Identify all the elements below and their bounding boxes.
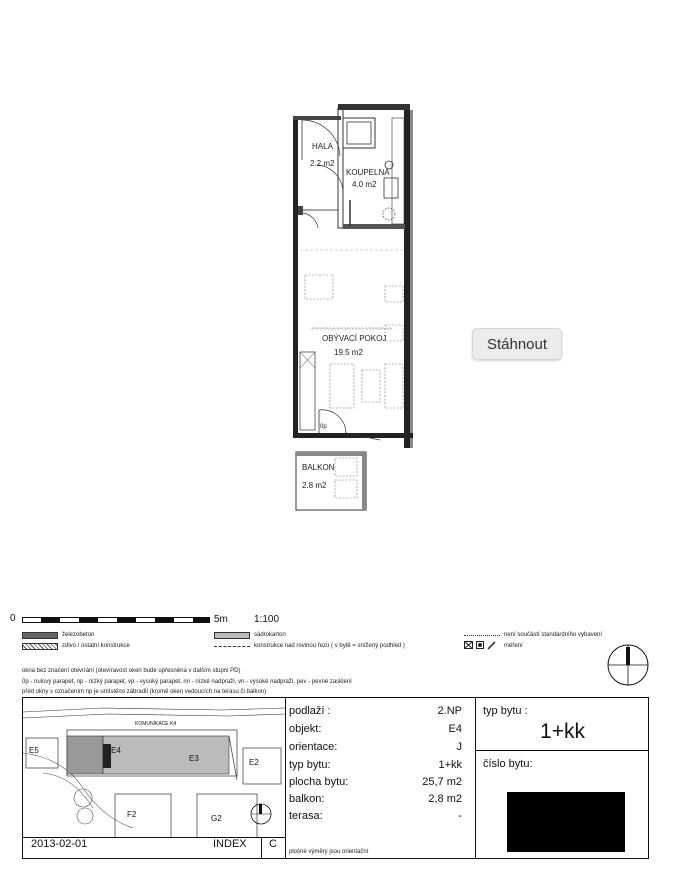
site-e3: E3 bbox=[189, 754, 199, 763]
bathroom-counter bbox=[392, 118, 404, 224]
shower-tray bbox=[343, 118, 375, 148]
site-map bbox=[23, 698, 285, 838]
detail-value-typ: 1+kk bbox=[438, 759, 462, 771]
bathroom-wall-left bbox=[338, 108, 343, 228]
note-1: okna bez značení otevírání (otevíravost oken bude upřesněna v dalším stupni PD) bbox=[22, 668, 241, 674]
detail-value-podlazi: 2.NP bbox=[437, 705, 462, 717]
room-name-hala: HALA bbox=[312, 142, 333, 151]
room-area-balkon: 2.8 m2 bbox=[302, 481, 327, 490]
legend-neni-soucasti: není součástí standardního vybavení bbox=[504, 632, 603, 638]
room-area-obyvaci: 19.5 m2 bbox=[334, 348, 363, 357]
site-e2: E2 bbox=[249, 758, 259, 767]
note-3: před okny s označením np je umístěno zábradlí (kromě oken vedoucích na terasu či balkon) bbox=[22, 689, 267, 695]
room-area-koupelna: 4.0 m2 bbox=[352, 180, 377, 189]
detail-label-objekt: objekt: bbox=[289, 723, 322, 735]
note-2: 0p - nulový parapet, np - nízký parapet, vp - vysoký parapet, nn - nízké nadpraží, vn - vysoké nadpraží, pev - pevné zasklení bbox=[22, 679, 352, 685]
type-box-value: 1+kk bbox=[540, 720, 585, 743]
parapet-mark: 0p bbox=[320, 424, 327, 430]
detail-value-orientace: J bbox=[456, 741, 462, 753]
type-box-label: typ bytu : bbox=[483, 705, 528, 717]
room-name-koupelna: KOUPELNA bbox=[346, 168, 390, 177]
legend-zdivo: zdivo / ostatní konstrukce bbox=[62, 643, 130, 649]
sheet-date: 2013-02-01 bbox=[31, 838, 88, 850]
room-area-hala: 2.2 m2 bbox=[310, 159, 335, 168]
legend-sadrokarton: sádrokarton bbox=[254, 632, 286, 638]
site-e4: E4 bbox=[111, 746, 121, 755]
bath-door-swing bbox=[318, 165, 343, 193]
number-box-label: číslo bytu: bbox=[483, 758, 533, 770]
wall-top-right bbox=[338, 104, 410, 110]
legend-zelezobeton: železobeton bbox=[62, 632, 95, 638]
detail-label-terasa: terasa: bbox=[289, 810, 323, 822]
detail-label-orientace: orientace: bbox=[289, 741, 338, 753]
detail-label-podlazi: podlaží : bbox=[289, 705, 331, 717]
wall-right-outer bbox=[410, 110, 413, 448]
title-block bbox=[22, 697, 649, 859]
north-arrow-icon bbox=[606, 643, 650, 687]
wall-right bbox=[404, 110, 410, 448]
sheet-index-label: INDEX bbox=[213, 838, 247, 850]
scale-ratio: 1:100 bbox=[254, 614, 280, 625]
legend-konstrukce-nad: konstrukce nad rovinou řezu ( v bytě = snížený podhled ) bbox=[254, 643, 405, 649]
detail-label-plocha: plocha bytu: bbox=[289, 776, 349, 788]
bathroom-wall-bottom bbox=[343, 224, 405, 229]
kitchen-counter bbox=[300, 352, 315, 430]
download-button[interactable]: Stáhnout bbox=[472, 328, 562, 360]
site-e5: E5 bbox=[29, 746, 39, 755]
scale-bar bbox=[22, 617, 210, 623]
legend-swatch-zdivo bbox=[22, 643, 58, 650]
wall-bottom bbox=[293, 433, 413, 438]
washing-machine bbox=[383, 208, 395, 220]
site-komunikace: KOMUNIKACE K4 bbox=[135, 721, 177, 727]
detail-value-balkon: 2,8 m2 bbox=[428, 793, 462, 805]
detail-value-terasa: - bbox=[458, 810, 462, 822]
measurement-symbols-icon bbox=[464, 641, 498, 650]
room-name-obyvaci: OBÝVACÍ POKOJ bbox=[322, 334, 387, 343]
legend-swatch-zelezobeton bbox=[22, 632, 58, 639]
sheet-note: plošné výměry jsou orientační bbox=[289, 849, 369, 855]
toilet bbox=[384, 178, 398, 198]
room-name-balkon: BALKON bbox=[302, 463, 335, 472]
legend-line-dashed bbox=[214, 646, 250, 647]
scale-zero: 0 bbox=[10, 613, 16, 624]
site-f2: F2 bbox=[127, 810, 137, 819]
site-g2: G2 bbox=[211, 814, 222, 823]
detail-label-typ: typ bytu: bbox=[289, 759, 331, 771]
wall-left bbox=[293, 120, 298, 438]
detail-label-balkon: balkon: bbox=[289, 793, 325, 805]
sheet-index-value: C bbox=[269, 838, 277, 850]
scale-max: 5m bbox=[214, 614, 228, 625]
legend-line-dotted bbox=[464, 635, 500, 636]
wall-top-left bbox=[293, 116, 341, 120]
shower-inner bbox=[347, 122, 371, 144]
redacted-number-block bbox=[507, 792, 625, 852]
legend-mereni: měření bbox=[504, 643, 523, 649]
detail-value-objekt: E4 bbox=[448, 723, 462, 735]
legend-swatch-sadrokarton bbox=[214, 632, 250, 639]
detail-value-plocha: 25,7 m2 bbox=[422, 776, 462, 788]
